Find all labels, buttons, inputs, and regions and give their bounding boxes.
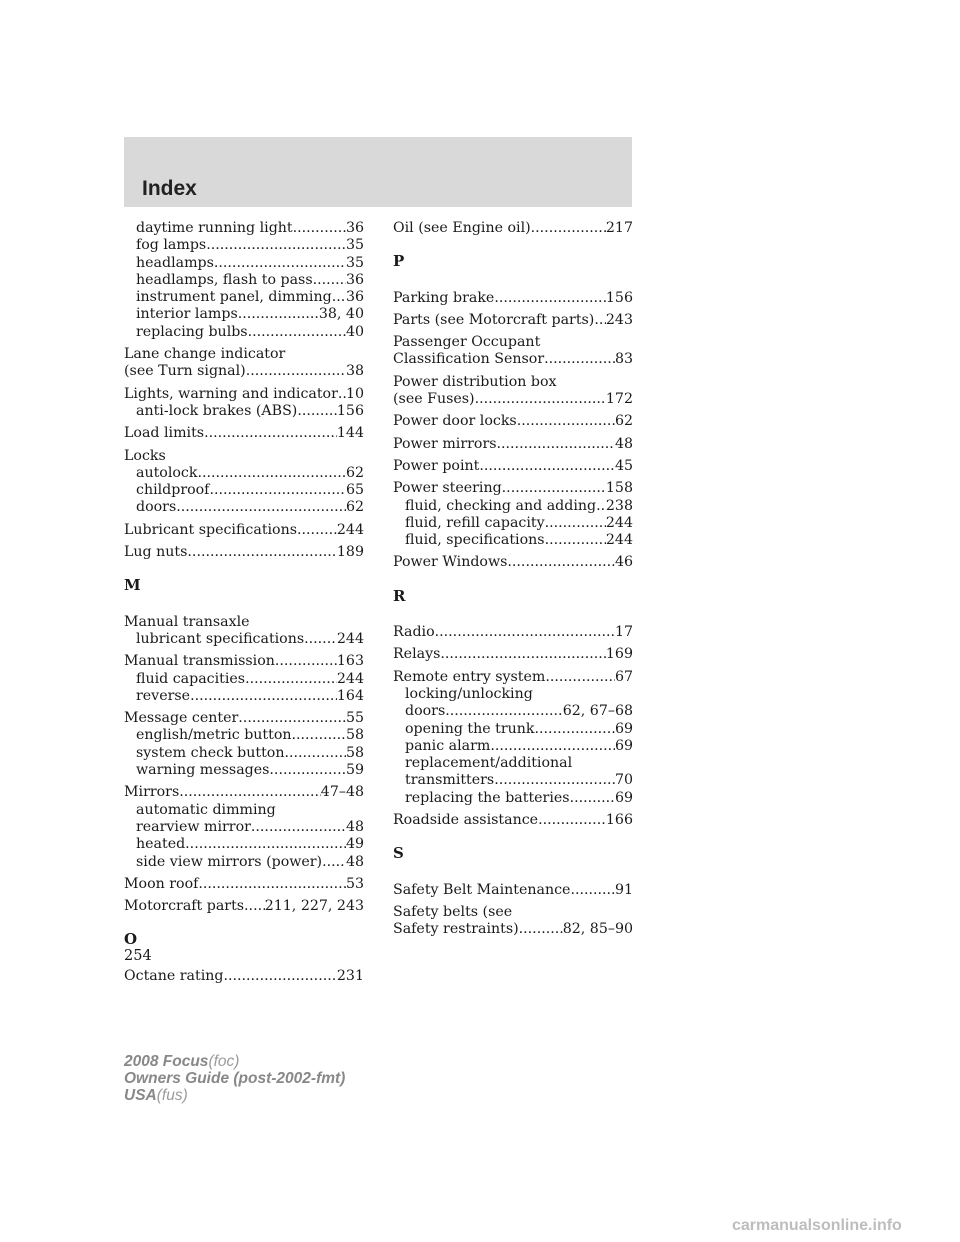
dot-leader — [479, 458, 615, 475]
index-subentry — [124, 762, 364, 779]
dot-leader — [245, 671, 337, 688]
index-subentry — [393, 532, 633, 549]
footer-model-code: (foc) — [208, 1053, 240, 1070]
entry-page-ref: 244 — [605, 532, 633, 549]
entry-term: Safety Belt Maintenance — [393, 881, 571, 898]
dot-leader — [531, 220, 606, 237]
entry-term: reverse — [136, 687, 191, 704]
index-entry — [124, 784, 364, 870]
index-line — [393, 413, 633, 430]
index-line — [393, 554, 633, 571]
entry-page-ref: 62, 67–68 — [562, 703, 633, 720]
dot-leader — [248, 324, 346, 341]
footer-market-code: (fus) — [156, 1087, 188, 1104]
entry-page-ref: 164 — [336, 687, 364, 704]
dot-leader — [187, 544, 336, 561]
entry-term: Lug nuts — [124, 544, 188, 561]
index-subentry — [393, 721, 633, 738]
index-subentry — [124, 836, 364, 853]
index-line — [393, 646, 633, 663]
index-entry — [393, 480, 633, 549]
entry-page-ref: 69 — [614, 737, 633, 754]
dot-leader — [545, 669, 615, 686]
index-subentry — [393, 515, 633, 532]
dot-leader — [197, 465, 345, 482]
dot-leader — [545, 515, 606, 532]
entry-term: panic alarm — [405, 737, 491, 754]
section-letter: R — [393, 586, 406, 605]
entry-page-ref: 48 — [345, 818, 364, 835]
index-entry — [393, 413, 633, 430]
dot-leader — [214, 255, 346, 272]
index-subentry — [124, 745, 364, 762]
entry-page-ref: 36 — [345, 289, 364, 306]
entry-term: autolock — [136, 464, 198, 481]
entry-term: instrument panel, dimming — [136, 289, 332, 306]
index-subentry — [124, 255, 364, 272]
index-entry — [393, 436, 633, 453]
dot-leader — [293, 220, 346, 237]
footer-market: USA — [124, 1087, 157, 1104]
index-subentry — [124, 631, 364, 648]
entry-page-ref: 244 — [336, 670, 364, 687]
index-entry — [124, 220, 364, 341]
entry-term: fluid capacities — [136, 670, 246, 687]
index-entry — [393, 882, 633, 899]
footer-line-1 — [124, 1053, 345, 1070]
entry-page-ref: 83 — [614, 351, 633, 368]
index-entry — [393, 624, 633, 641]
dot-leader — [313, 272, 346, 289]
index-line — [393, 904, 633, 921]
dot-leader — [206, 237, 346, 254]
entry-term: locking/unlocking — [405, 685, 533, 702]
index-line — [393, 220, 633, 237]
index-line — [393, 312, 633, 329]
entry-term: Load limits — [124, 425, 205, 442]
index-entry — [393, 669, 633, 807]
dot-leader — [275, 653, 337, 670]
dot-leader — [494, 290, 606, 307]
entry-term: Power steering — [393, 480, 502, 497]
entry-page-ref: 35 — [345, 254, 364, 271]
entry-page-ref: 189 — [336, 544, 364, 561]
entry-page-ref: 58 — [345, 727, 364, 744]
index-subentry — [124, 272, 364, 289]
index-line — [124, 968, 364, 985]
index-line — [393, 351, 633, 368]
index-entry — [393, 646, 633, 663]
entry-page-ref: 45 — [614, 457, 633, 474]
index-column-right — [393, 220, 633, 944]
index-entry — [393, 554, 633, 571]
entry-page-ref: 217 — [605, 220, 633, 236]
entry-page-ref: 58 — [345, 744, 364, 761]
entry-term: Oil (see Engine oil) — [393, 220, 531, 236]
index-entry — [124, 710, 364, 779]
entry-term: Safety belts (see — [393, 903, 513, 920]
entry-page-ref: 169 — [605, 646, 633, 663]
entry-page-ref: 82, 85–90 — [562, 921, 633, 938]
entry-term: Power point — [393, 457, 480, 474]
index-entry — [393, 220, 633, 237]
section-letter: S — [393, 844, 404, 863]
entry-term: replacing the batteries — [405, 789, 570, 806]
index-line — [124, 784, 364, 801]
entry-term: Motorcraft parts — [124, 898, 245, 915]
index-subentry — [124, 819, 364, 836]
entry-term: anti-lock brakes (ABS) — [136, 402, 298, 419]
entry-page-ref: 17 — [614, 624, 633, 641]
dot-leader — [179, 784, 321, 801]
dot-leader — [244, 898, 265, 915]
dot-leader — [190, 688, 337, 705]
entry-page-ref: 163 — [336, 653, 364, 670]
entry-term: Relays — [393, 646, 441, 663]
entry-page-ref: 243 — [605, 311, 633, 328]
dot-leader — [445, 703, 562, 720]
index-line — [124, 386, 364, 403]
index-line — [393, 391, 633, 408]
dot-leader — [209, 482, 345, 499]
index-entry — [124, 386, 364, 421]
entry-page-ref: 70 — [614, 772, 633, 789]
entry-term: Locks — [124, 447, 166, 464]
dot-leader — [246, 363, 346, 380]
dot-leader — [570, 790, 615, 807]
dot-leader — [544, 351, 615, 368]
index-subentry — [393, 755, 633, 772]
index-subentry — [393, 498, 633, 515]
index-line — [124, 425, 364, 442]
entry-page-ref: 91 — [614, 881, 633, 898]
entry-term: Roadside assistance — [393, 812, 539, 829]
entry-page-ref: 55 — [345, 710, 364, 727]
index-line — [393, 812, 633, 829]
index-subentry — [124, 727, 364, 744]
index-subentry — [393, 772, 633, 789]
index-line — [393, 624, 633, 641]
entry-page-ref: 36 — [345, 271, 364, 288]
index-line — [124, 876, 364, 893]
dot-leader — [570, 882, 614, 899]
index-subentry — [124, 324, 364, 341]
entry-term: fluid, checking and adding — [405, 497, 597, 514]
dot-leader — [251, 819, 346, 836]
entry-page-ref: 35 — [345, 237, 364, 254]
index-line — [124, 710, 364, 727]
index-entry — [124, 346, 364, 381]
footer — [124, 1053, 345, 1104]
index-entry — [124, 448, 364, 517]
index-column-left — [124, 220, 364, 990]
entry-term: Octane rating — [124, 967, 224, 984]
entry-page-ref: 62 — [345, 499, 364, 516]
entry-term: automatic dimming — [136, 801, 276, 818]
entry-page-ref: 59 — [345, 762, 364, 779]
entry-term: Parts (see Motorcraft parts) — [393, 311, 595, 328]
entry-page-ref: 62 — [345, 464, 364, 481]
dot-leader — [284, 745, 345, 762]
entry-term: Remote entry system — [393, 668, 546, 685]
entry-page-ref: 46 — [614, 554, 633, 571]
entry-page-ref: 69 — [614, 789, 633, 806]
entry-page-ref: 10 — [345, 385, 364, 402]
dot-leader — [185, 836, 346, 853]
entry-term: replacing bulbs — [136, 323, 248, 340]
entry-page-ref: 244 — [605, 514, 633, 531]
entry-page-ref: 38, 40 — [318, 306, 364, 323]
entry-term: Parking brake — [393, 289, 495, 306]
entry-term: Power mirrors — [393, 435, 497, 452]
dot-leader — [497, 436, 615, 453]
index-line — [393, 669, 633, 686]
section-letter: P — [393, 252, 405, 271]
entry-term: Lane change indicator — [124, 346, 286, 363]
index-line — [393, 334, 633, 351]
index-entry — [124, 614, 364, 649]
index-entry — [393, 334, 633, 369]
header-bar — [124, 137, 632, 207]
entry-page-ref: 244 — [336, 630, 364, 647]
index-subentry — [124, 482, 364, 499]
dot-leader — [535, 721, 615, 738]
entry-page-ref: 65 — [345, 482, 364, 499]
index-entry — [124, 522, 364, 539]
entry-page-ref: 231 — [336, 967, 364, 984]
index-subentry — [124, 854, 364, 871]
footer-line-2 — [124, 1070, 345, 1087]
index-entry — [124, 968, 364, 985]
index-line — [393, 921, 633, 938]
entry-term: headlamps — [136, 254, 214, 271]
entry-term: Classification Sensor — [393, 351, 545, 368]
section-letter: M — [124, 576, 141, 595]
entry-page-ref: 156 — [336, 402, 364, 419]
dot-leader — [502, 480, 606, 497]
dot-leader — [297, 403, 337, 420]
dot-leader — [297, 522, 337, 539]
entry-term: rearview mirror — [136, 818, 251, 835]
dot-leader — [435, 624, 615, 641]
dot-leader — [304, 631, 337, 648]
footer-line-3 — [124, 1087, 345, 1104]
index-subentry — [124, 403, 364, 420]
entry-page-ref: 211, 227, 243 — [264, 898, 364, 915]
index-line — [124, 544, 364, 561]
entry-term: Mirrors — [124, 784, 180, 801]
index-subentry — [124, 671, 364, 688]
entry-page-ref: 36 — [345, 220, 364, 236]
index-line — [124, 614, 364, 631]
entry-term: lubricant specifications — [136, 630, 305, 647]
entry-term: warning messages — [136, 762, 270, 779]
index-entry — [393, 812, 633, 829]
entry-page-ref: 48 — [345, 853, 364, 870]
entry-page-ref: 49 — [345, 836, 364, 853]
entry-term: Passenger Occupant — [393, 334, 541, 351]
index-subentry — [124, 220, 364, 237]
dot-leader — [494, 772, 615, 789]
entry-term: english/metric button — [136, 727, 292, 744]
index-line — [124, 363, 364, 380]
index-entry — [124, 876, 364, 893]
index-subentry — [393, 790, 633, 807]
dot-leader — [538, 812, 606, 829]
index-entry — [393, 290, 633, 307]
entry-term: fluid, specifications — [405, 532, 545, 549]
entry-term: opening the trunk — [405, 720, 535, 737]
entry-term: headlamps, flash to pass — [136, 271, 313, 288]
entry-page-ref: 238 — [605, 497, 633, 514]
index-subentry — [393, 703, 633, 720]
index-line — [124, 898, 364, 915]
entry-page-ref: 53 — [345, 875, 364, 892]
dot-leader — [332, 289, 346, 306]
page-title: Index — [142, 177, 197, 200]
entry-term: childproof — [136, 482, 210, 499]
entry-term: side view mirrors (power) — [136, 853, 323, 870]
dot-leader — [517, 413, 615, 430]
index-line — [124, 653, 364, 670]
entry-term: doors — [405, 703, 446, 720]
index-subentry — [393, 738, 633, 755]
dot-leader — [507, 554, 615, 571]
index-subentry — [124, 465, 364, 482]
entry-page-ref: 69 — [614, 720, 633, 737]
entry-term: replacement/additional — [405, 755, 573, 772]
entry-term: heated — [136, 836, 186, 853]
index-subentry — [124, 289, 364, 306]
entry-term: Radio — [393, 624, 435, 641]
entry-term: Moon roof — [124, 875, 199, 892]
index-entry — [393, 374, 633, 409]
entry-term: Manual transaxle — [124, 613, 250, 630]
dot-leader — [490, 738, 615, 755]
entry-page-ref: 67 — [614, 668, 633, 685]
entry-page-ref: 48 — [614, 435, 633, 452]
index-subentry — [124, 499, 364, 516]
entry-term: Manual transmission — [124, 653, 275, 670]
index-subentry — [124, 306, 364, 323]
dot-leader — [440, 646, 606, 663]
entry-page-ref: 158 — [605, 480, 633, 497]
index-subentry — [124, 237, 364, 254]
entry-term: interior lamps — [136, 306, 238, 323]
index-line — [393, 458, 633, 475]
dot-leader — [338, 386, 346, 403]
page-number: 254 — [124, 948, 152, 964]
entry-term: (see Fuses) — [393, 391, 475, 408]
index-line — [393, 882, 633, 899]
footer-model: 2008 Focus — [124, 1053, 209, 1070]
index-line — [393, 480, 633, 497]
entry-page-ref: 144 — [336, 425, 364, 442]
entry-term: Safety restraints) — [393, 921, 519, 938]
entry-term: Power door locks — [393, 413, 517, 430]
watermark: carmanualsonline.info — [732, 1217, 902, 1234]
entry-term: Power distribution box — [393, 373, 557, 390]
entry-term: doors — [136, 499, 177, 516]
section-letter: O — [124, 930, 138, 949]
index-subentry — [124, 688, 364, 705]
entry-page-ref: 172 — [605, 391, 633, 408]
entry-term: fluid, refill capacity — [405, 514, 545, 531]
index-entry — [124, 653, 364, 705]
index-subentry — [124, 802, 364, 819]
entry-term: (see Turn signal) — [124, 363, 246, 380]
index-line — [124, 346, 364, 363]
entry-term: system check button — [136, 744, 285, 761]
dot-leader — [204, 425, 337, 442]
dot-leader — [238, 306, 319, 323]
index-line — [393, 436, 633, 453]
entry-page-ref: 166 — [605, 812, 633, 829]
entry-page-ref: 38 — [345, 363, 364, 380]
dot-leader — [198, 876, 346, 893]
dot-leader — [269, 762, 346, 779]
entry-term: Lights, warning and indicator — [124, 385, 338, 402]
dot-leader — [519, 921, 563, 938]
index-entry — [124, 425, 364, 442]
dot-leader — [176, 499, 346, 516]
index-entry — [124, 544, 364, 561]
entry-term: fog lamps — [136, 237, 207, 254]
index-entry — [393, 458, 633, 475]
entry-term: daytime running light — [136, 220, 293, 236]
entry-term: transmitters — [405, 772, 495, 789]
footer-guide: Owners Guide (post-2002-fmt) — [124, 1070, 346, 1087]
entry-page-ref: 47–48 — [320, 784, 364, 801]
index-line — [124, 522, 364, 539]
index-entry — [393, 312, 633, 329]
dot-leader — [475, 391, 606, 408]
dot-leader — [594, 312, 606, 329]
entry-term: Lubricant specifications — [124, 521, 298, 538]
dot-leader — [238, 710, 346, 727]
index-entry — [393, 904, 633, 939]
index-line — [124, 448, 364, 465]
entry-page-ref: 244 — [336, 521, 364, 538]
entry-page-ref: 156 — [605, 289, 633, 306]
dot-leader — [596, 498, 606, 515]
dot-leader — [545, 532, 606, 549]
entry-term: Message center — [124, 710, 239, 727]
index-subentry — [393, 686, 633, 703]
entry-term: Power Windows — [393, 554, 508, 571]
dot-leader — [322, 854, 346, 871]
index-line — [393, 290, 633, 307]
dot-leader — [292, 727, 346, 744]
entry-page-ref: 62 — [614, 413, 633, 430]
index-line — [393, 374, 633, 391]
entry-page-ref: 40 — [345, 323, 364, 340]
index-entry — [124, 898, 364, 915]
dot-leader — [223, 968, 336, 985]
